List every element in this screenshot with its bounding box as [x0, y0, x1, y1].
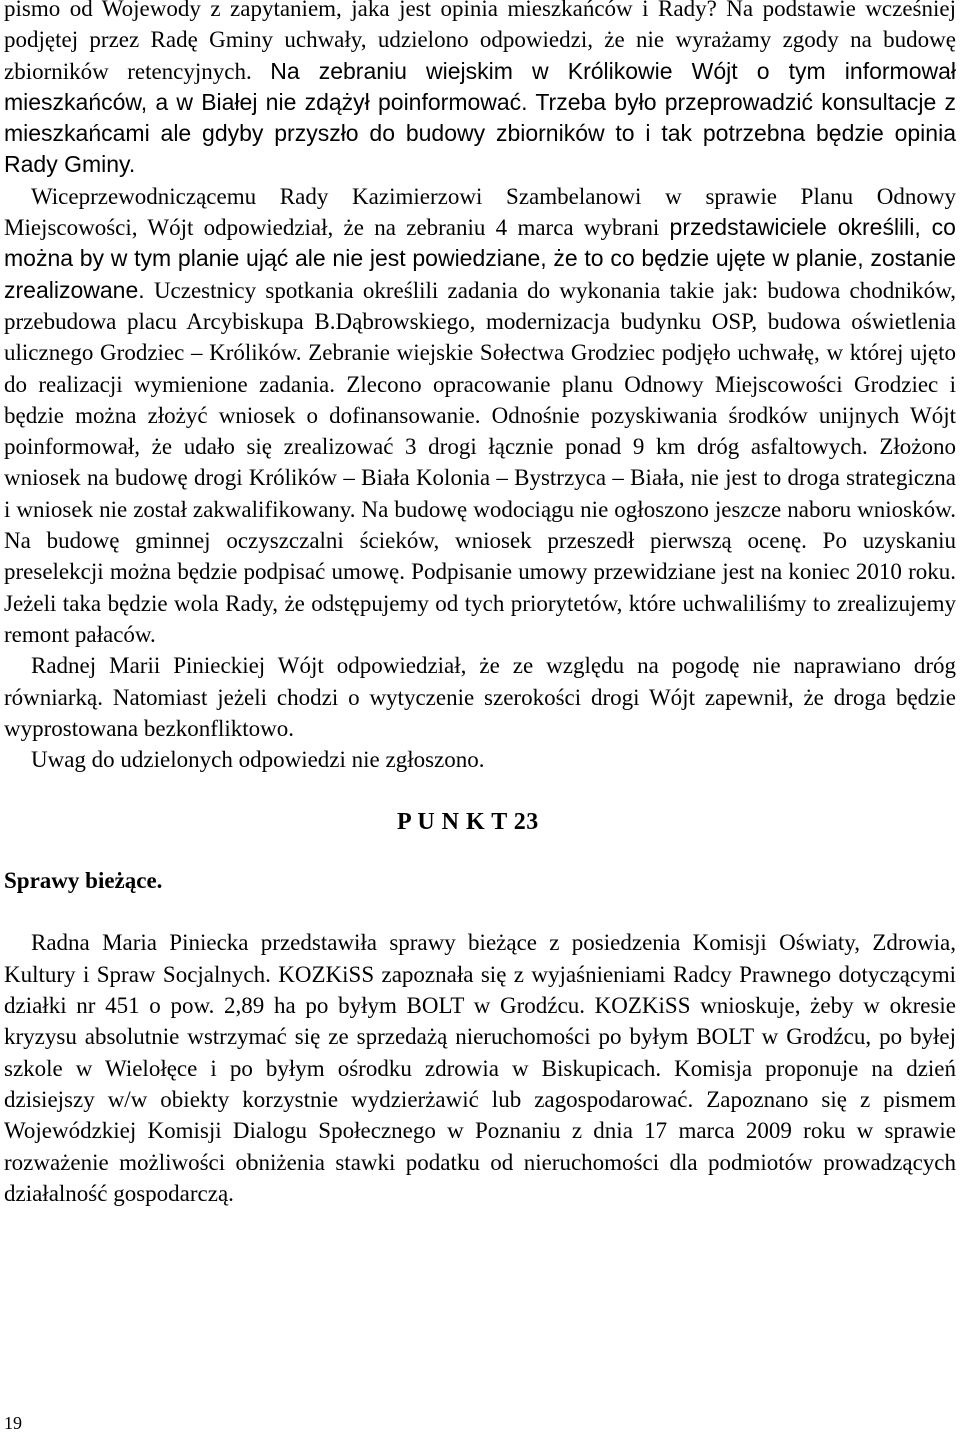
paragraph-zbiorniki [4, 0, 956, 181]
page-number: 19 [4, 1413, 22, 1433]
paragraph-odpowiedz-radnej [4, 650, 956, 744]
paragraph-uwagi [4, 744, 956, 775]
subheading: Sprawy bieżące. [4, 868, 163, 894]
paragraph-odnowa-miejscowosci [4, 181, 956, 650]
text-run: pismo od Wojewody z zapytaniem, jaka jest opinia mieszkańców i Rady? Na podstawie wcześniej podjętej przez Radę Gminy uchwały, udzielono odpowiedzi, że nie wyrażamy zgody na budowę zbiorników retencyjnych. [4, 0, 956, 84]
text-run: Radna Maria Piniecka przedstawiła sprawy bieżące z posiedzenia Komisji Oświaty, Zdrowia, Kultury i Spraw Socjalnych. KOZKiSS zapoznała się z wyjaśnieniami Radcy Prawnego dotyczącymi działki nr 451 o pow. 2,89 ha po byłym BOLT w Grodźcu. KOZKiSS wnioskuje, żeby w okresie kryzysu absolutnie wstrzymać się ze sprzedażą nieruchomości po byłym BOLT w Grodźcu, po byłej szkole w Wielołęce i po byłym ośrodku zdrowia w Biskupicach. Komisja proponuje na dzień dzisiejszy w/w obiekty korzystnie wydzierżawić lub zagospodarować. Zapoznano się z pismem Wojewódzkiej Komisji Dialogu Społecznego w Poznaniu z dnia 17 marca 2009 roku w sprawie rozważenie możliwości obniżenia stawki podatku od nieruchomości dla podmiotów prowadzących działalność gospodarczą. [4, 930, 956, 1206]
text-run: Radnej Marii Pinieckiej Wójt odpowiedział, że ze względu na pogodę nie naprawiano dróg równiarką. Natomiast jeżeli chodzi o wytyczenie szerokości drogi Wójt zapewnił, że droga będzie wyprostowana bezkonfliktowo. [4, 653, 956, 741]
section-heading: P U N K T 23 [397, 809, 539, 836]
text-run: Uwag do udzielonych odpowiedzi nie zgłoszono. [31, 747, 485, 773]
text-run: Uczestnicy spotkania określili zadania do wykonania takie jak: budowa chodników, przebudowa placu Arcybiskupa B.Dąbrowskiego, modernizacja budynku OSP, budowa oświetlenia ulicznego Grodziec – Królików. Zebranie wiejskie Sołectwa Grodziec podjęło uchwałę, w której ujęto do realizacji wymienione zadania. Zlecono opracowanie planu Odnowy Miejscowości Grodziec i będzie można złożyć wniosek o dofinansowanie. Odnośnie pozyskiwania środków unijnych Wójt poinformował, że udało się zrealizować 3 drogi łącznie ponad 9 km dróg asfaltowych. Złożono wniosek na budowę drogi Królików – Biała Kolonia – Bystrzyca – Biała, nie jest to droga strategiczna i wniosek nie został zakwalifikowany. Na budowę wodociągu nie ogłoszono jeszcze naboru wniosków. Na budowę gminnej oczyszczalni ścieków, wniosek przeszedł pierwszą ocenę. Po uzyskaniu preselekcji można będzie podpisać umowę. Podpisanie umowy przewidziane jest na koniec 2010 roku. Jeżeli taka będzie wola Rady, że odstępujemy od tych priorytetów, które uchwaliliśmy to zrealizujemy remont pałaców. [4, 277, 956, 647]
paragraph-sprawy-biezace [4, 927, 956, 1209]
text-run: Na zebraniu wiejskim w Królikowie Wójt o tym informował mieszkańców, a w Białej nie zdążył poinformować. Trzeba było przeprowadzić konsultacje z mieszkańcami ale gdyby przyszło do budowy zbiorników to i tak potrzebna będzie opinia Rady Gminy. [4, 57, 956, 178]
text-run: przedstawiciele określili, co można by w tym planie ująć ale nie jest powiedziane, że to co będzie ujęte w planie, zostanie zrealizowane. [4, 214, 956, 303]
text-run: Wiceprzewodniczącemu Rady Kazimierzowi Szambelanowi w sprawie Planu Odnowy Miejscowości, Wójt odpowiedział, że na zebraniu 4 marca wybrani [4, 183, 956, 241]
document-page [4, 0, 956, 1209]
